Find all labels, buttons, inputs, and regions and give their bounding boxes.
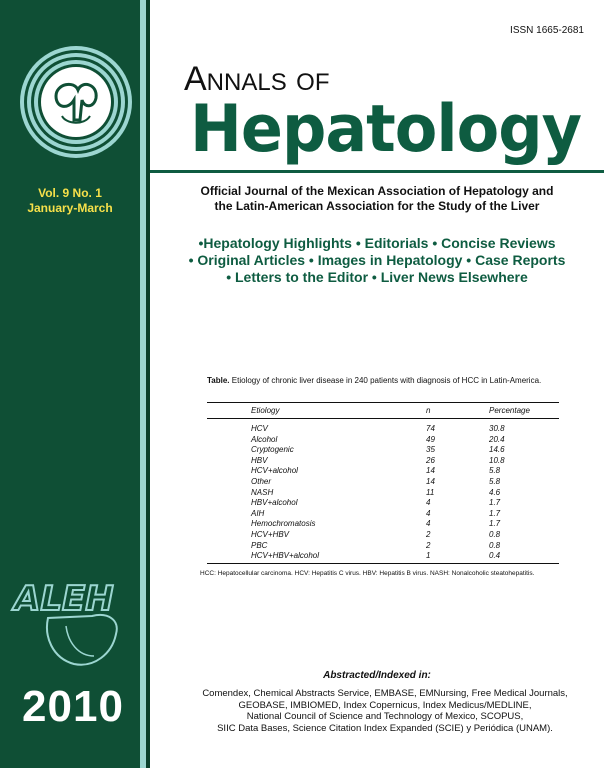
aleh-logo-text: ALEH (14, 579, 114, 619)
table-row (207, 488, 559, 499)
table-cell: Cryptogenic (251, 445, 294, 455)
table-row (207, 466, 559, 477)
topic-line: • Letters to the Editor • Liver News Elsewhere (226, 269, 528, 285)
table-header-cell: Percentage (489, 406, 530, 415)
table-cell: 14 (426, 476, 435, 486)
table-rule-mid (207, 418, 559, 419)
table-cell: HCV+HBV+alcohol (251, 551, 320, 561)
table-cell: 5.8 (489, 476, 501, 486)
table-row (207, 509, 559, 520)
issue-info (0, 186, 140, 216)
table-cell: HBV+alcohol (251, 498, 298, 508)
table-caption (207, 376, 562, 386)
table-cell: HBV (251, 455, 268, 465)
topic-list (150, 235, 604, 286)
header-rule (150, 170, 604, 173)
table-row (207, 424, 559, 435)
abstracted-line: Comendex, Chemical Abstracts Service, EMBASE, EMNursing, Free Medical Journals, (202, 688, 568, 699)
table-header-cell: n (426, 406, 431, 415)
abstracted-title: Abstracted/Indexed in: (323, 670, 431, 681)
table-row (207, 456, 559, 467)
abstracted-line: SIIC Data Bases, Science Citation Index Expanded (SCIE) y Periódica (UNAM). (217, 722, 553, 734)
table-cell: 5.8 (489, 466, 501, 476)
table-cell: NASH (251, 487, 274, 497)
table-cell: HCV (251, 424, 268, 433)
table-cell: 4 (426, 508, 431, 518)
table-cell: 30.8 (489, 424, 505, 433)
issn-number: ISSN 1665-2681 (510, 25, 584, 36)
table-row (207, 435, 559, 446)
table-row (207, 541, 559, 552)
table-cell: HCV+HBV (251, 529, 290, 539)
table-caption-text: Etiology of chronic liver disease in 240 patients with diagnosis of HCC in Latin-America. (231, 376, 542, 385)
table-cell: HCV+alcohol (251, 466, 298, 476)
table-rule-bottom (207, 563, 559, 564)
table-cell: 74 (426, 424, 435, 433)
table-cell: 0.4 (489, 551, 501, 561)
table-cell: 14 (426, 466, 435, 476)
table-cell: PBC (251, 540, 268, 550)
table-row (207, 477, 559, 488)
abstracted-line: National Council of Science and Technology of Mexico, SCOPUS, (246, 711, 524, 722)
table-header-cell: Etiology (251, 406, 280, 415)
sidebar-stripe-dark (146, 0, 150, 768)
table-cell: 0.8 (489, 540, 501, 550)
table-row (207, 498, 559, 509)
table-cell: 2 (426, 529, 431, 539)
table-header-row (207, 406, 559, 417)
table-cell: 14.6 (489, 445, 505, 455)
table-cell: Alcohol (251, 434, 278, 444)
journal-seal-icon (18, 44, 134, 160)
issue-months: January-March (27, 201, 113, 215)
tagline-line-2: the Latin-American Association for the Study of the Liver (214, 199, 540, 213)
table-cell: 4 (426, 498, 431, 508)
journal-tagline (150, 184, 604, 214)
annals-text: Annals of (184, 60, 330, 98)
table-cell: 1.7 (489, 508, 501, 518)
table-row (207, 445, 559, 456)
table-cell: 1 (426, 551, 431, 561)
table-cell: 2 (426, 540, 431, 550)
table-cell: 35 (426, 445, 435, 455)
table-caption-label: Table. (207, 376, 230, 385)
table-cell: 4 (426, 519, 431, 529)
table-row (207, 530, 559, 541)
aleh-logo (8, 560, 136, 670)
issue-year: 2010 (22, 682, 124, 731)
table-cell: 1.7 (489, 498, 501, 508)
abstracted-line: GEOBASE, IMBIOMED, Index Copernicus, Index Medicus/MEDLINE, (238, 699, 532, 711)
table-cell: 11 (426, 487, 435, 497)
table-cell: 4.6 (489, 487, 501, 497)
tagline-line-1: Official Journal of the Mexican Association of Hepatology and (200, 184, 554, 198)
table-cell: 20.4 (489, 434, 505, 444)
table-cell: Other (251, 476, 272, 486)
table-row (207, 519, 559, 530)
table-cell: 26 (426, 455, 435, 465)
table-cell: 49 (426, 434, 435, 444)
volume-number: Vol. 9 No. 1 (38, 186, 102, 200)
table-rule-top (207, 402, 559, 403)
table-row (207, 551, 559, 562)
table-cell: 1.7 (489, 519, 501, 529)
topic-line: •Hepatology Highlights • Editorials • Concise Reviews (198, 235, 556, 251)
table-cell: AIH (251, 508, 265, 518)
table-cell: Hemochromatosis (251, 519, 316, 529)
table-cell: 0.8 (489, 529, 501, 539)
abstracted-list (175, 688, 595, 734)
topic-line: • Original Articles • Images in Hepatology • Case Reports (188, 252, 566, 268)
table-footnote: HCC: Hepatocellular carcinoma. HCV: Hepatitis C virus. HBV: Hepatitis B virus. NASH: Nonalcoholic steatohepatitis. (200, 570, 535, 577)
journal-title: Hepatology (190, 90, 582, 167)
table-body (207, 424, 559, 562)
table-cell: 10.8 (489, 455, 505, 465)
